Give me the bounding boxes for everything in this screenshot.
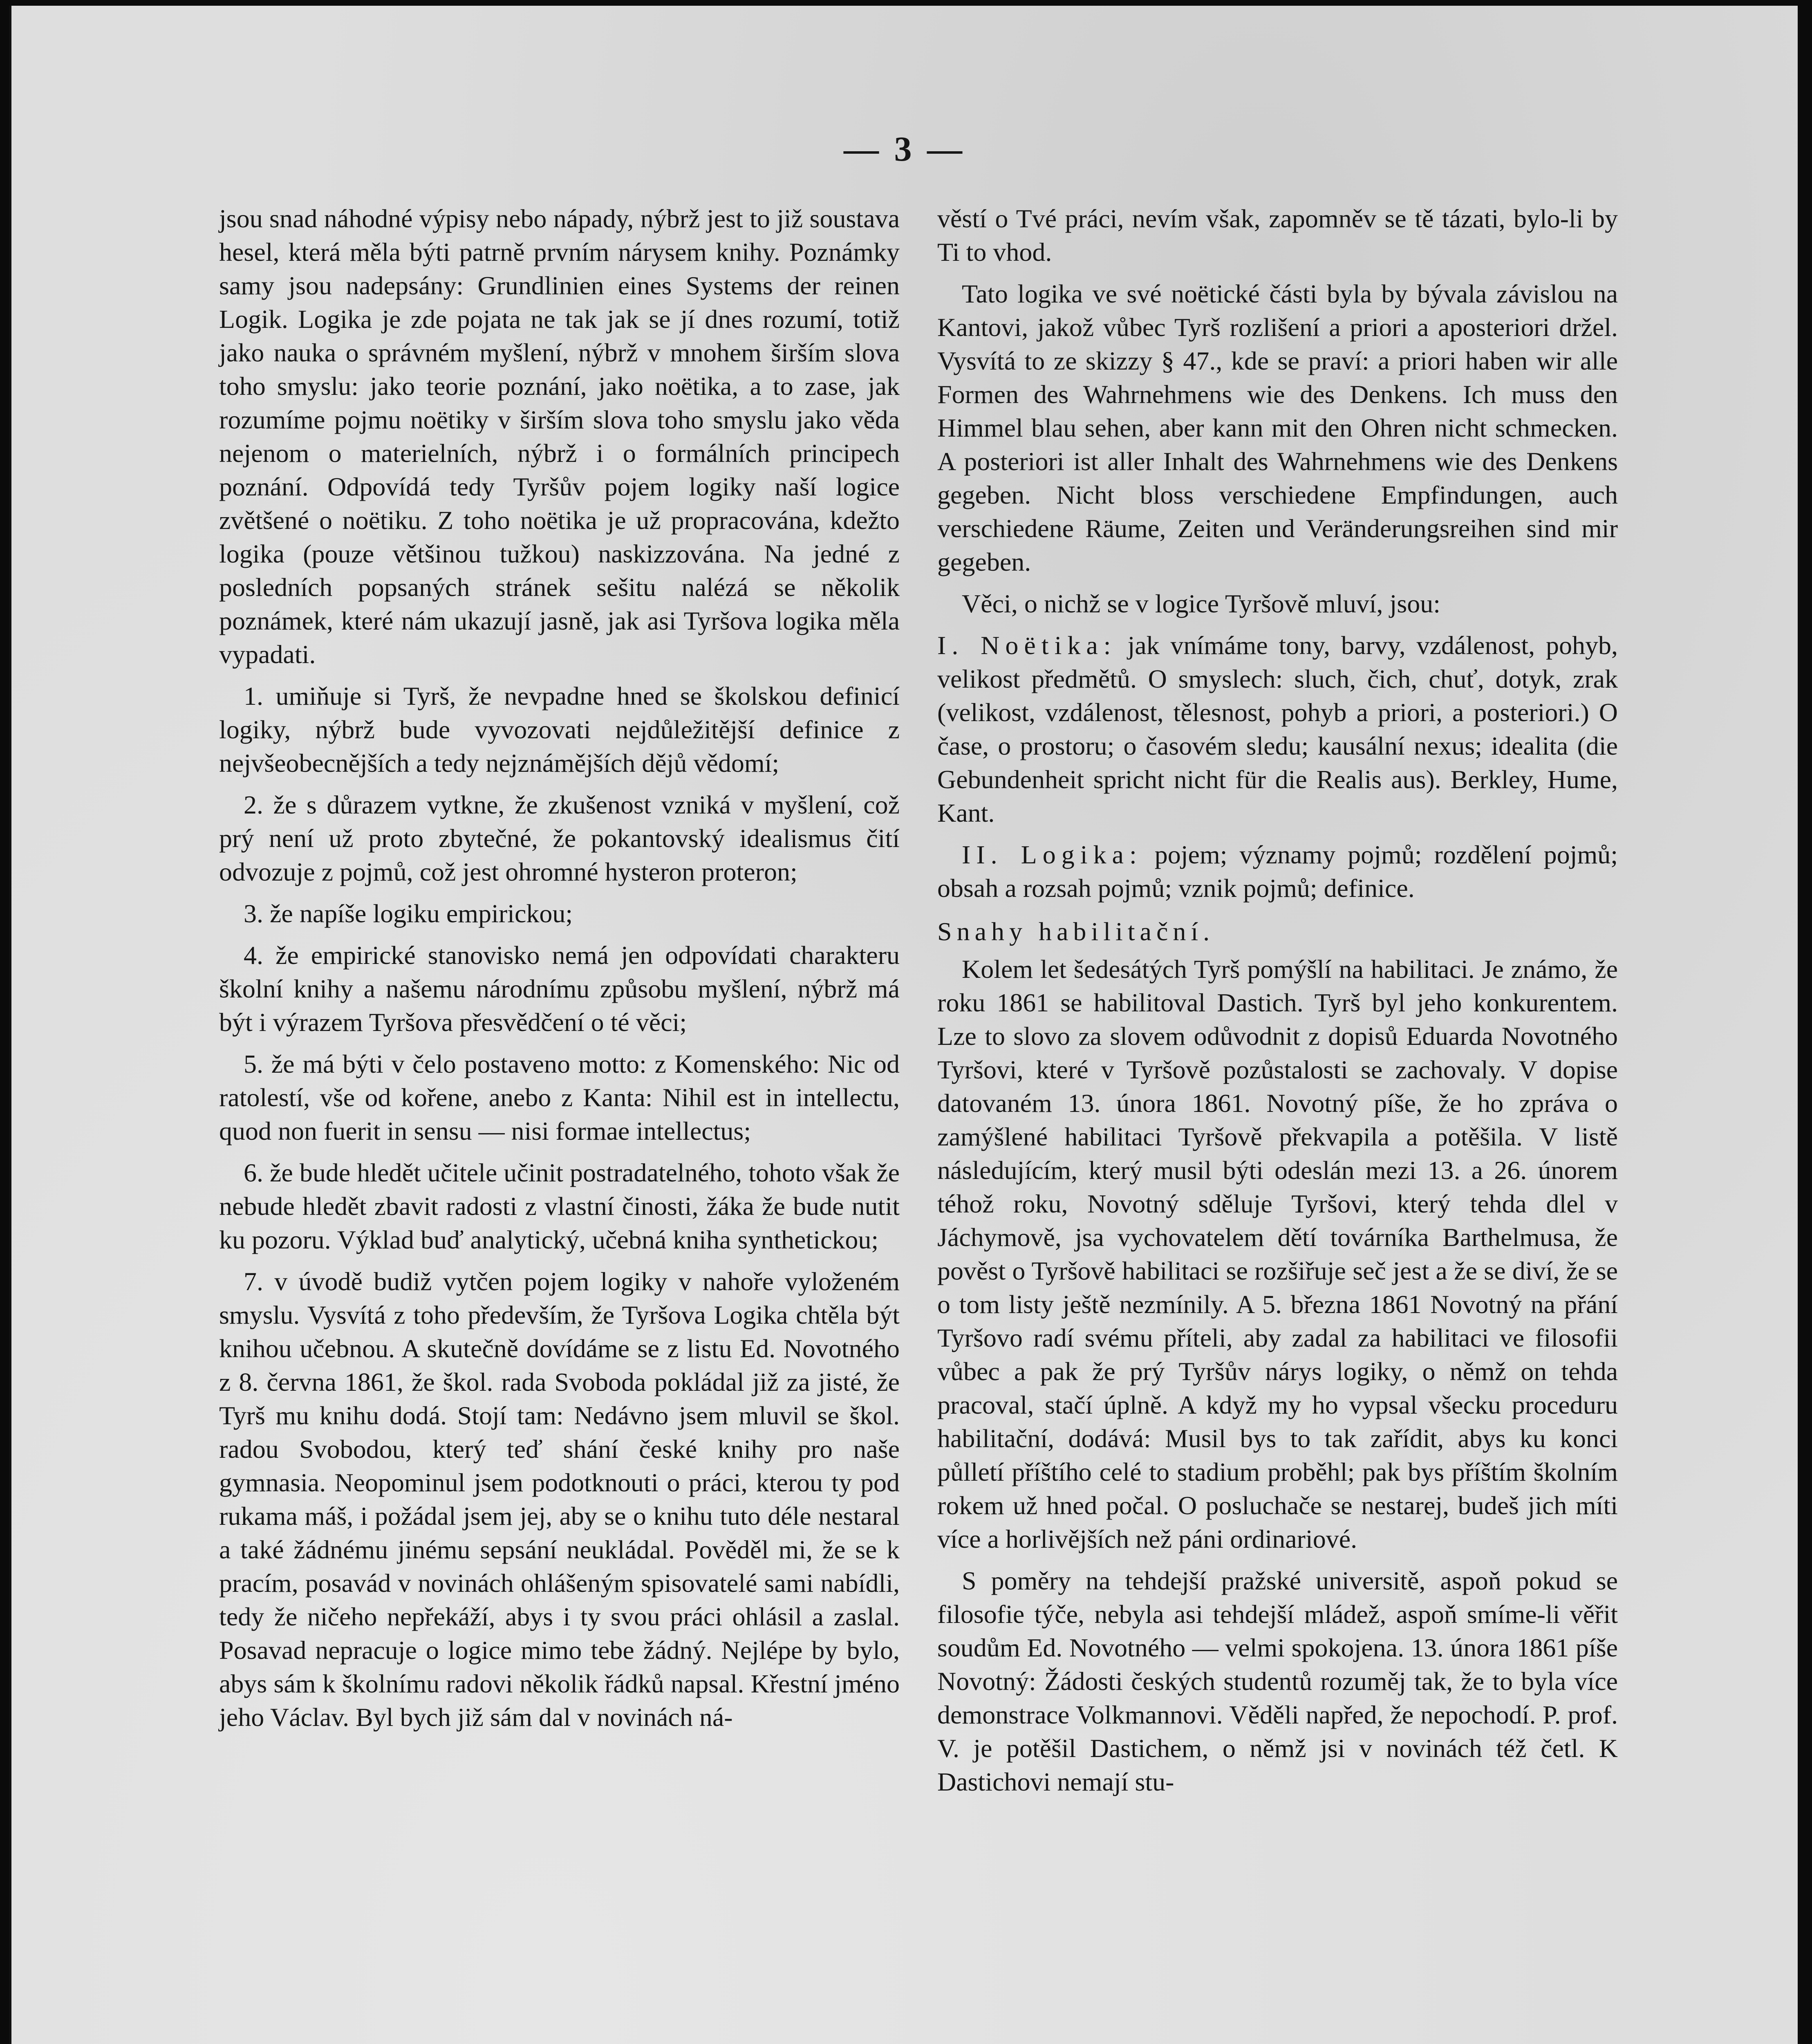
paragraph: Tato logika ve své noëtické části byla by bývala závislou na Kantovi, jakož vůbec Tyrš rozlišení a priori a aposteriori držel. Vysvítá to ze skizzy § 47., kde se praví: a priori haben wir alle Formen des Wahrnehmens wie des Denkens. Ich muss den Himmel blau sehen, aber kann mit den Ohren nicht schmecken. A posteriori ist aller Inhalt des Wahrnehmens wie des Denkens gegeben. Nicht bloss verschiedene Empfindungen, auch verschiedene Räume, Zeiten und Veränderungsreihen sind mir gegeben. [937, 279, 1618, 576]
page-number: — 3 — [844, 129, 965, 168]
right-column [937, 202, 1618, 1807]
scanned-page [9, 6, 1798, 2044]
paragraph: věstí o Tvé práci, nevím však, zapomněv se tě tázati, bylo-li by Ti to vhod. [937, 204, 1618, 267]
list-item: 2. že s důrazem vytkne, že zkušenost vzniká v myšlení, což prý není už proto zbytečné, že pokantovský idealismus čití odvozuje z pojmů, což jest ohromné hysteron proteron; [219, 790, 900, 886]
list-item: 1. umiňuje si Tyrš, že nevpadne hned se školskou definicí logiky, nýbrž bude vyvozovati nejdůležitější definice z nejvšeobecnějších a tedy nejznámějších dějů vědomí; [219, 681, 900, 778]
topic-text: jak vnímáme tony, barvy, vzdálenost, pohyb, velikost předmětů. O smyslech: sluch, čich, chuť, dotyk, zrak (velikost, vzdálenost, tělesnost, pohyb a priori, a posteriori.) O čase, o prostoru; o časovém sledu; kausální nexus; idealita (die Gebundenheit spricht nicht für die Realis aus). Berkley, Hume, Kant. [937, 631, 1618, 827]
topic-item [937, 838, 1618, 905]
list-item: 7. v úvodě budiž vytčen pojem logiky v nahoře vyloženém smyslu. Vysvítá z toho především, že Tyršova Logika chtěla být knihou učebnou. A skutečně dovídáme se z listu Ed. Novotného z 8. června 1861, že škol. rada Svoboda pokládal již za jisté, že Tyrš mu knihu dodá. Stojí tam: Nedávno jsem mluvil se škol. radou Svobodou, který teď shání české knihy pro naše gymnasia. Neopominul jsem podotknouti o práci, kterou ty pod rukama máš, i požádal jsem jej, aby se o knihu tuto déle nestaral a také žádnému jinému sepsání neukládal. Pověděl mi, že se k pracím, posavád v novinách ohlášeným spisovatelé sami nabídli, tedy že ničeho nepřekáží, abys i ty svou práci ohlásil a zaslal. Posavad nepracuje o logice mimo tebe žádný. Nejlépe by bylo, abys sám k školnímu radovi několik řádků napsal. Křestní jméno jeho Václav. Byl bych již sám dal v novinách ná- [219, 1267, 900, 1732]
topic-item [937, 629, 1618, 830]
paragraph: S poměry na tehdejší pražské universitě, aspoň pokud se filosofie týče, nebyla asi tehdejší mládež, aspoň smíme-li věřit soudům Ed. Novotného — velmi spokojena. 13. února 1861 píše Novotný: Žádosti českých studentů rozuměj tak, že to byla více demonstrace Volkmannovi. Věděli napřed, že nepochodí. P. prof. V. je potěšil Dastichem, o němž jsi v novinách též četl. K Dastichovi nemají stu- [937, 1566, 1618, 1796]
paragraph: Kolem let šedesátých Tyrš pomýšlí na habilitaci. Je známo, že roku 1861 se habilitoval Dastich. Tyrš byl jeho konkurentem. Lze to slovo za slovem odůvodnit z dopisů Eduarda Novotného Tyršovi, které v Tyršově pozůstalosti se zachovaly. V dopise datovaném 13. února 1861. Novotný píše, že ho zpráva o zamýšlené habilitaci Tyršově překvapila a potěšila. V listě následujícím, který musil býti odeslán mezi 13. a 26. únorem téhož roku, Novotný sděluje Tyršovi, který tehda dlel v Jáchymově, jsa vychovatelem dětí továrníka Barthelmusa, že pověst o Tyršově habilitaci se rozšiřuje seč jest a že se diví, že se o tom listy ještě nezmínily. A 5. března 1861 Novotný na přání Tyršovo radí svému příteli, aby zadal za habilitaci ve filosofii vůbec a pak že prý Tyršův nárys logiky, o němž on tehda pracoval, stačí úplně. A když my ho vypsal všecku proceduru habilitační, dodává: Musil bys to tak zařídit, abys ku konci půlletí příštího celé to stadium proběhl; pak bys příštím školním rokem už hned počal. O posluchače se nestarej, budeš jich míti více a horlivějších než páni ordinariové. [937, 955, 1618, 1553]
list-item: 3. že napíše logiku empirickou; [244, 899, 573, 928]
list-item: 4. že empirické stanovisko nemá jen odpovídati charakteru školní knihy a našemu národnímu způsobu myšlení, nýbrž má být i výrazem Tyršova přesvědčení o té věci; [219, 941, 900, 1037]
topic-label: II. Logika: [962, 840, 1142, 869]
paragraph: jsou snad náhodné výpisy nebo nápady, nýbrž jest to již soustava hesel, která měla býti patrně prvním nárysem knihy. Poznámky samy jsou nadepsány: Grundlinien eines Systems der reinen Logik. Logika je zde pojata ne tak jak se jí dnes rozumí, totiž jako nauka o správném myšlení, nýbrž v mnohem širším slova toho smyslu: jako teorie poznání, jako noëtika, a to zase, jak rozumíme pojmu noëtiky v širším slova toho smyslu jako věda nejenom o materielních, nýbrž i o formálních principech poznání. Odpovídá tedy Tyršův pojem logiky naší logice zvětšené o noëtiku. Z toho noëtika je už propracována, kdežto logika (pouze většinou tužkou) naskizzována. Na jedné z posledních popsaných stránek sešitu nalézá se několik poznámek, které nám ukazují jasně, jak asi Tyršova logika měla vypadati. [219, 204, 900, 669]
list-item: 5. že má býti v čelo postaveno motto: z Komenského: Nic od ratolestí, vše od kořene, anebo z Kanta: Nihil est in intellectu, quod non fuerit in sensu — nisi formae intellectus; [219, 1049, 900, 1145]
paragraph: Věci, o nichž se v logice Tyršově mluví, jsou: [962, 589, 1440, 618]
list-item: 6. že bude hledět učitele učinit postradatelného, tohoto však že nebude hledět zbavit radosti z vlastní činosti, žáka že bude nutit ku pozoru. Výklad buď analytický, učebná kniha synthetickou; [219, 1158, 900, 1254]
section-heading: Snahy habilitační. [937, 917, 1215, 946]
left-column [219, 202, 900, 1742]
topic-label: I. Noëtika: [937, 631, 1117, 660]
topic-text: pojem; významy pojmů; rozdělení pojmů; obsah a rozsah pojmů; vznik pojmů; definice. [937, 840, 1618, 903]
